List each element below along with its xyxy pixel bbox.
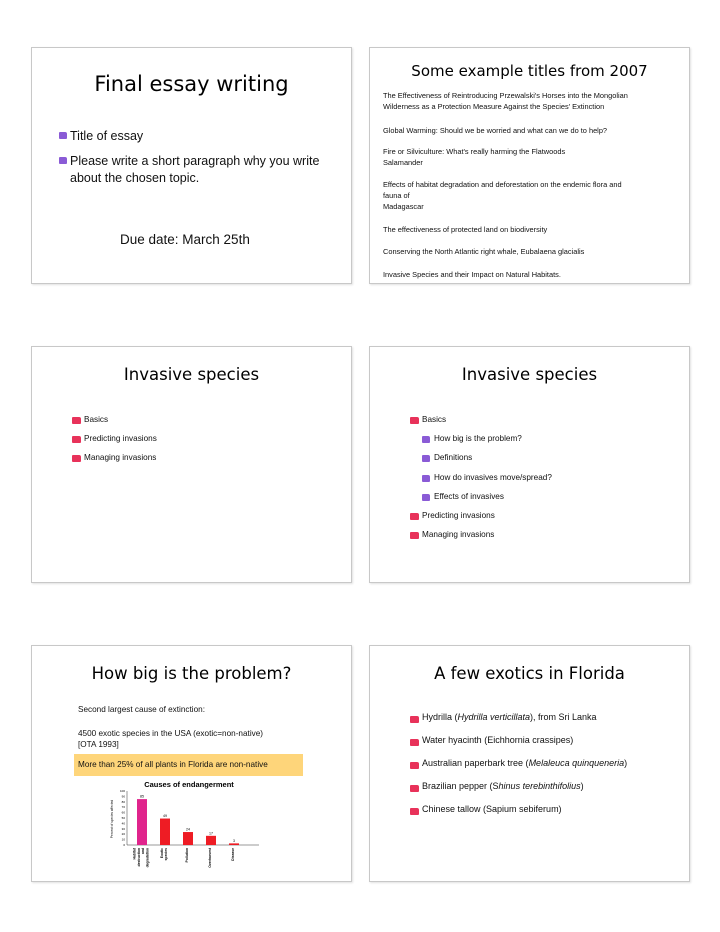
- bullet-basics: Basics: [84, 415, 109, 424]
- sub-bullet-icon: [422, 436, 430, 443]
- slide-example-titles: [369, 47, 690, 284]
- bullet-title-of-essay: Title of essay: [70, 129, 144, 143]
- y-tick-label: 30: [121, 826, 125, 831]
- title-line: Conserving the North Atlantic right whale, Eubalaena glacialis: [383, 247, 585, 256]
- y-tick-label: 40: [121, 821, 125, 826]
- bullet-icon: [410, 785, 419, 792]
- x-tick-label: Exotic: [159, 848, 164, 859]
- x-tick-label: and: [141, 848, 146, 855]
- title-line: Salamander: [383, 158, 423, 167]
- due-date: Due date: March 25th: [120, 232, 250, 247]
- bar-value-label: 3: [233, 838, 235, 843]
- sub-bullet-icon: [422, 475, 430, 482]
- sub-bullet: How do invasives move/spread?: [434, 473, 552, 482]
- bullet-icon: [410, 716, 419, 723]
- bar-value-label: 49: [163, 814, 167, 819]
- y-tick-label: 70: [121, 805, 125, 810]
- slide-final-essay: [31, 47, 352, 284]
- x-tick-label: Disease: [231, 848, 235, 861]
- bullet-icon: [410, 808, 419, 815]
- bullet-icon: [410, 762, 419, 769]
- y-tick-label: 0: [123, 843, 125, 847]
- bullet-paragraph-cont: about the chosen topic.: [70, 171, 200, 185]
- bullet-predicting: Predicting invasions: [84, 434, 157, 443]
- title-line: Wilderness as a Protection Measure Against the Species' Extinction: [383, 102, 605, 111]
- title-line: fauna of: [383, 191, 410, 200]
- title-line: Global Warming: Should we be worried and what can we do to help?: [383, 126, 608, 135]
- title-line: Invasive Species and their Impact on Natural Habitats.: [383, 270, 561, 279]
- y-axis-label: Percent of species affected: [110, 799, 114, 839]
- title-line: Madagascar: [383, 202, 424, 211]
- bar-value-label: 85: [140, 794, 144, 799]
- bar: [183, 832, 193, 845]
- text-line: 4500 exotic species in the USA (exotic=non-native): [78, 729, 264, 738]
- highlight-text: More than 25% of all plants in Florida are non-native: [78, 760, 268, 769]
- bullet-predicting: Predicting invasions: [422, 511, 495, 520]
- bullet-icon: [59, 132, 67, 139]
- x-tick-label: degradation: [145, 848, 150, 868]
- sub-bullet: How big is the problem?: [434, 434, 522, 443]
- exotic-item: Australian paperbark tree (Melaleuca quinqueneria): [422, 758, 628, 768]
- bar: [206, 836, 216, 845]
- y-tick-label: 90: [121, 794, 125, 799]
- bar: [160, 819, 170, 845]
- slide-exotics-florida: [369, 645, 690, 882]
- slide-invasive-species-2: [369, 346, 690, 583]
- y-tick-label: 60: [121, 810, 125, 815]
- y-tick-label: 50: [121, 816, 125, 820]
- bar: [137, 799, 147, 845]
- title-line: The Effectiveness of Reintroducing Przewalski's Horses into the Mongolian: [383, 91, 628, 100]
- sub-bullet-icon: [422, 494, 430, 501]
- slide-how-big: [31, 645, 352, 882]
- bar: [229, 843, 239, 845]
- bullet-icon: [410, 532, 419, 539]
- x-tick-label: destruction: [136, 848, 141, 867]
- text-line: [OTA 1993]: [78, 740, 119, 749]
- x-tick-label: Habitat: [132, 848, 137, 860]
- bullet-icon: [72, 436, 81, 443]
- text-line: Second largest cause of extinction:: [78, 705, 205, 714]
- title-line: The effectiveness of protected land on biodiversity: [383, 225, 548, 234]
- exotic-item: Water hyacinth (Eichhornia crassipes): [422, 735, 574, 745]
- slide-title: How big is the problem?: [91, 664, 292, 683]
- bullet-icon: [410, 739, 419, 746]
- bar-value-label: 24: [186, 827, 190, 832]
- bar-value-label: 17: [209, 831, 213, 836]
- chart-title: Causes of endangerment: [144, 780, 234, 789]
- bullet-paragraph: Please write a short paragraph why you write: [70, 154, 320, 168]
- sub-bullet: Effects of invasives: [434, 492, 504, 501]
- x-tick-label: Overharvest: [208, 848, 212, 868]
- x-tick-label: Pollution: [185, 848, 189, 863]
- x-tick-label: species: [164, 848, 169, 861]
- y-tick-label: 10: [121, 837, 125, 842]
- slide-title: A few exotics in Florida: [434, 664, 625, 683]
- y-tick-label: 80: [121, 799, 125, 804]
- causes-of-endangerment-chart: [109, 779, 269, 879]
- exotic-item: Hydrilla (Hydrilla verticillata), from Sri Lanka: [422, 712, 597, 722]
- exotic-item: Brazilian pepper (Shinus terebinthifolius): [422, 781, 584, 791]
- sub-bullet-icon: [422, 455, 430, 462]
- bullet-basics: Basics: [422, 415, 447, 424]
- sub-bullet: Definitions: [434, 453, 473, 462]
- bullet-managing: Managing invasions: [84, 453, 157, 462]
- slide-title: Invasive species: [123, 365, 260, 384]
- bullet-icon: [72, 455, 81, 462]
- slide-invasive-species-1: [31, 346, 352, 583]
- bullet-icon: [410, 513, 419, 520]
- slide-title: Final essay writing: [94, 72, 289, 96]
- title-line: Fire or Silviculture: What's really harming the Flatwoods: [383, 147, 566, 156]
- y-tick-label: 100: [119, 789, 125, 793]
- bullet-managing: Managing invasions: [422, 530, 495, 539]
- slide-title: Invasive species: [461, 365, 598, 384]
- title-line: Effects of habitat degradation and deforestation on the endemic flora and: [383, 180, 622, 189]
- bullet-icon: [72, 417, 81, 424]
- bullet-icon: [59, 157, 67, 164]
- slide-title: Some example titles from 2007: [411, 62, 648, 80]
- exotic-item: Chinese tallow (Sapium sebiferum): [422, 804, 562, 814]
- bullet-icon: [410, 417, 419, 424]
- y-tick-label: 20: [121, 832, 125, 837]
